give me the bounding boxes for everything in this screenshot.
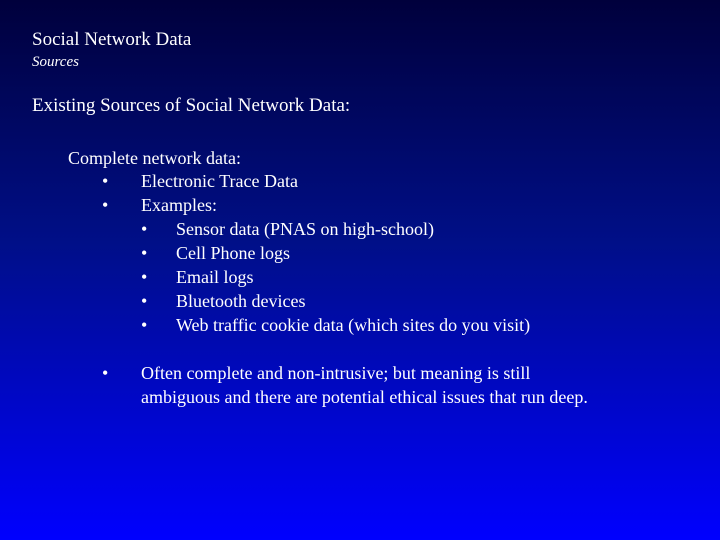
closing-remark-line-1: Often complete and non-intrusive; but meaning is still <box>141 363 531 383</box>
bullet-marker: • <box>141 267 148 287</box>
example-item-sensor-data: Sensor data (PNAS on high-school) <box>176 219 434 239</box>
complete-network-label: Complete network data: <box>68 148 241 168</box>
bullet-marker: • <box>102 171 109 191</box>
closing-remark-line-2: ambiguous and there are potential ethical issues that run deep. <box>141 387 588 407</box>
bullet-marker: • <box>141 219 148 239</box>
bullet-marker: • <box>102 363 109 383</box>
bullet-marker: • <box>141 291 148 311</box>
slide-title: Social Network Data <box>32 29 192 50</box>
bullet-marker: • <box>102 195 109 215</box>
bullet-marker: • <box>141 315 148 335</box>
bullet-marker: • <box>141 243 148 263</box>
example-item-cell-phone: Cell Phone logs <box>176 243 291 263</box>
example-item-bluetooth: Bluetooth devices <box>176 291 306 311</box>
list-item-electronic-trace: Electronic Trace Data <box>141 171 298 191</box>
section-heading: Existing Sources of Social Network Data: <box>32 95 351 116</box>
list-item-examples: Examples: <box>141 195 217 215</box>
slide-subtitle: Sources <box>32 54 79 70</box>
example-item-web-traffic: Web traffic cookie data (which sites do you visit) <box>176 315 531 335</box>
example-item-email: Email logs <box>176 267 254 287</box>
